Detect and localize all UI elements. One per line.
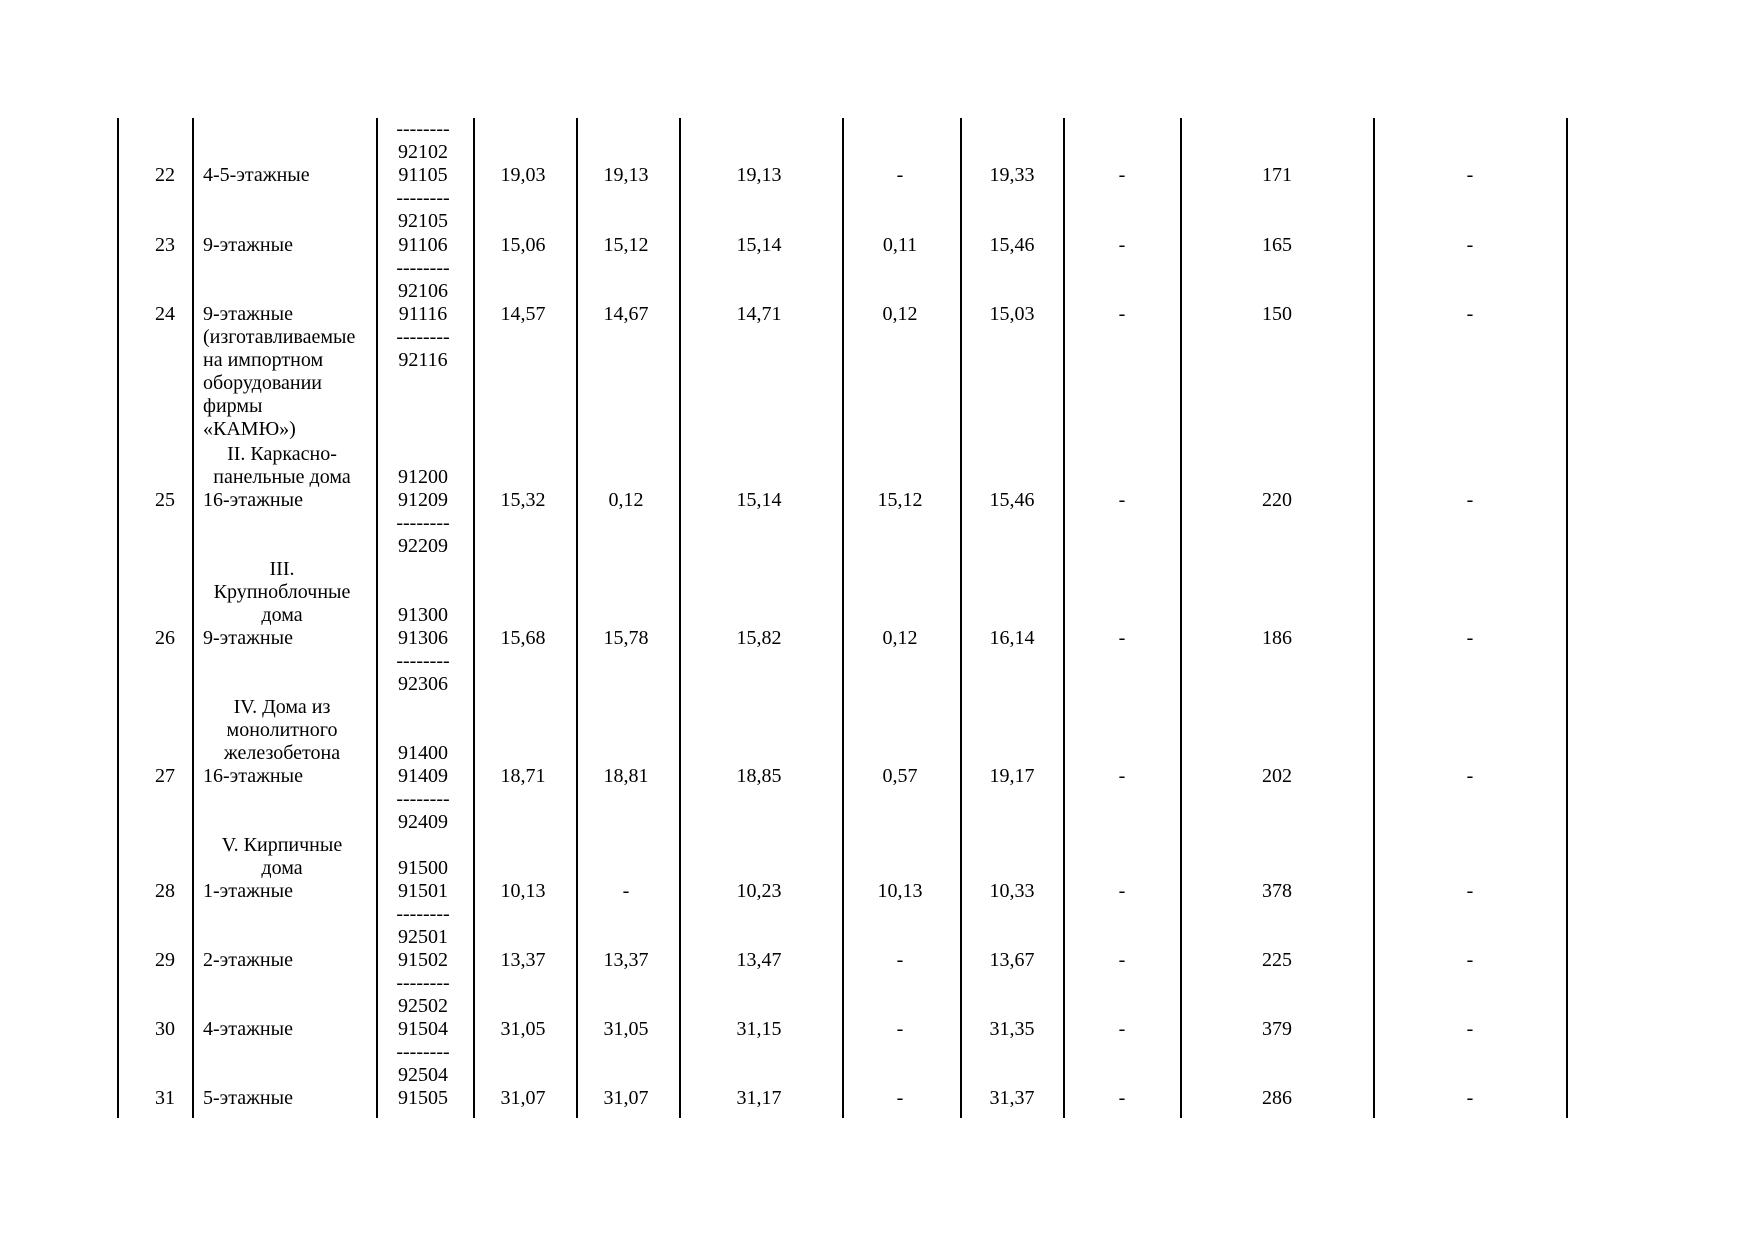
value-cell-c3: 15,14 [736, 233, 782, 256]
row-number: 27 [155, 764, 175, 787]
code-cell: 92501 [398, 925, 448, 948]
value-cell-c4: - [896, 1017, 904, 1040]
row-number: 25 [155, 488, 175, 511]
code-cell: 91116 [398, 302, 448, 325]
value-cell-c8: - [1466, 233, 1474, 256]
code-cell: 91501 [398, 879, 448, 902]
building-type: 9-этажные [203, 302, 293, 325]
value-cell-c7: 186 [1262, 626, 1292, 649]
building-type: 9-этажные [203, 233, 293, 256]
code-cell: -------- [396, 256, 450, 279]
section-heading: II. Каркасно- [227, 442, 337, 465]
column-border [117, 118, 119, 1118]
building-type-note: фирмы [203, 394, 263, 417]
column-border [192, 118, 194, 1118]
code-cell: 92106 [398, 279, 448, 302]
building-type-note: на импортном [203, 348, 324, 371]
value-cell-c1: 10,13 [500, 879, 546, 902]
code-cell: 91105 [398, 163, 448, 186]
value-cell-c4: - [896, 163, 904, 186]
column-border [842, 118, 844, 1118]
building-type: 9-этажные [203, 626, 293, 649]
value-cell-c3: 15,82 [736, 626, 782, 649]
value-cell-c2: 15,12 [603, 233, 649, 256]
value-cell-c1: 19,03 [500, 163, 546, 186]
column-border [1180, 118, 1182, 1118]
code-cell: 91209 [398, 488, 448, 511]
row-number: 30 [155, 1017, 175, 1040]
value-cell-c4: 0,12 [882, 302, 918, 325]
value-cell-c4: - [896, 948, 904, 971]
row-number: 29 [155, 948, 175, 971]
value-cell-c8: - [1466, 879, 1474, 902]
value-cell-c5: 31,35 [989, 1017, 1035, 1040]
value-cell-c5: 13,67 [989, 948, 1035, 971]
value-cell-c1: 15,68 [500, 626, 546, 649]
value-cell-c3: 19,13 [736, 163, 782, 186]
value-cell-c5: 15,46 [989, 488, 1035, 511]
value-cell-c7: 225 [1262, 948, 1292, 971]
value-cell-c8: - [1466, 163, 1474, 186]
building-type: 2-этажные [203, 948, 293, 971]
value-cell-c4: 0,57 [882, 764, 918, 787]
building-type: 16-этажные [203, 488, 303, 511]
value-cell-c1: 31,07 [500, 1086, 546, 1109]
value-cell-c7: 171 [1262, 163, 1292, 186]
code-cell: 91409 [398, 764, 448, 787]
value-cell-c3: 31,15 [736, 1017, 782, 1040]
column-border [679, 118, 681, 1118]
building-type: 4-этажные [203, 1017, 293, 1040]
value-cell-c6: - [1118, 302, 1126, 325]
column-border [1566, 118, 1568, 1118]
code-cell: -------- [396, 511, 450, 534]
value-cell-c8: - [1466, 1017, 1474, 1040]
code-cell: 91502 [398, 948, 448, 971]
code-cell: -------- [396, 1040, 450, 1063]
value-cell-c6: - [1118, 488, 1126, 511]
value-cell-c8: - [1466, 488, 1474, 511]
section-heading: Крупноблочные [213, 580, 351, 603]
section-code: 91500 [398, 856, 448, 879]
value-cell-c3: 13,47 [736, 948, 782, 971]
section-heading: дома [261, 603, 303, 626]
code-cell: 91106 [398, 233, 448, 256]
value-cell-c4: 0,12 [882, 626, 918, 649]
value-cell-c3: 14,71 [736, 302, 782, 325]
section-heading: V. Кирпичные [221, 833, 343, 856]
value-cell-c2: 15,78 [603, 626, 649, 649]
row-number: 31 [155, 1086, 175, 1109]
code-cell: -------- [396, 186, 450, 209]
section-heading: железобетона [223, 741, 341, 764]
building-type-note: «КАМЮ») [203, 417, 296, 440]
value-cell-c1: 15,06 [500, 233, 546, 256]
section-heading: дома [261, 856, 303, 879]
section-heading: III. [269, 557, 295, 580]
value-cell-c6: - [1118, 626, 1126, 649]
building-type-note: (изготавливаемые [203, 325, 356, 348]
section-heading: панельные дома [213, 465, 351, 488]
code-cell: -------- [396, 649, 450, 672]
value-cell-c7: 165 [1262, 233, 1292, 256]
value-cell-c5: 15,46 [989, 233, 1035, 256]
value-cell-c5: 19,17 [989, 764, 1035, 787]
code-cell: 92209 [398, 534, 448, 557]
value-cell-c5: 16,14 [989, 626, 1035, 649]
code-cell: 91505 [398, 1086, 448, 1109]
code-cell: -------- [396, 325, 450, 348]
value-cell-c3: 31,17 [736, 1086, 782, 1109]
section-code: 91300 [398, 603, 448, 626]
value-cell-c7: 220 [1262, 488, 1292, 511]
value-cell-c2: 13,37 [603, 948, 649, 971]
value-cell-c6: - [1118, 1086, 1126, 1109]
value-cell-c1: 18,71 [500, 764, 546, 787]
value-cell-c2: 14,67 [603, 302, 649, 325]
value-cell-c7: 378 [1262, 879, 1292, 902]
value-cell-c1: 31,05 [500, 1017, 546, 1040]
code-cell: -------- [396, 902, 450, 925]
value-cell-c6: - [1118, 764, 1126, 787]
building-type: 4-5-этажные [203, 163, 310, 186]
code-cell: -------- [396, 787, 450, 810]
value-cell-c6: - [1118, 948, 1126, 971]
row-number: 22 [155, 163, 175, 186]
column-border [576, 118, 578, 1118]
code-cell: 92306 [398, 672, 448, 695]
value-cell-c1: 15,32 [500, 488, 546, 511]
code-cell: 92502 [398, 994, 448, 1017]
value-cell-c4: 15,12 [877, 488, 923, 511]
value-cell-c7: 202 [1262, 764, 1292, 787]
value-cell-c8: - [1466, 302, 1474, 325]
value-cell-c3: 18,85 [736, 764, 782, 787]
code-cell: 92105 [398, 209, 448, 232]
value-cell-c5: 15,03 [989, 302, 1035, 325]
building-type-note: оборудовании [203, 371, 322, 394]
building-type: 1-этажные [203, 879, 293, 902]
section-code: 91400 [398, 741, 448, 764]
section-heading: монолитного [226, 718, 338, 741]
row-number: 26 [155, 626, 175, 649]
value-cell-c4: 0,11 [882, 233, 918, 256]
value-cell-c5: 10,33 [989, 879, 1035, 902]
value-cell-c3: 15,14 [736, 488, 782, 511]
value-cell-c6: - [1118, 879, 1126, 902]
building-type: 5-этажные [203, 1086, 293, 1109]
code-cell: 92102 [398, 140, 448, 163]
building-type: 16-этажные [203, 764, 303, 787]
value-cell-c4: - [896, 1086, 904, 1109]
value-cell-c7: 150 [1262, 302, 1292, 325]
code-cell: 92409 [398, 810, 448, 833]
value-cell-c7: 286 [1262, 1086, 1292, 1109]
value-cell-c8: - [1466, 1086, 1474, 1109]
value-cell-c8: - [1466, 764, 1474, 787]
value-cell-c7: 379 [1262, 1017, 1292, 1040]
column-border [1373, 118, 1375, 1118]
value-cell-c6: - [1118, 1017, 1126, 1040]
value-cell-c1: 13,37 [500, 948, 546, 971]
value-cell-c2: 31,07 [603, 1086, 649, 1109]
code-cell: 91306 [398, 626, 448, 649]
value-cell-c3: 10,23 [736, 879, 782, 902]
value-cell-c2: 18,81 [603, 764, 649, 787]
value-cell-c5: 19,33 [989, 163, 1035, 186]
row-number: 23 [155, 233, 175, 256]
value-cell-c5: 31,37 [989, 1086, 1035, 1109]
section-code: 91200 [398, 465, 448, 488]
code-cell: 92116 [398, 348, 448, 371]
column-border [473, 118, 475, 1118]
value-cell-c2: 19,13 [603, 163, 649, 186]
code-cell: -------- [396, 971, 450, 994]
section-heading: IV. Дома из [233, 695, 331, 718]
column-border [1063, 118, 1065, 1118]
row-number: 28 [155, 879, 175, 902]
row-number: 24 [155, 302, 175, 325]
value-cell-c2: - [622, 879, 630, 902]
value-cell-c2: 0,12 [608, 488, 644, 511]
value-cell-c1: 14,57 [500, 302, 546, 325]
value-cell-c6: - [1118, 233, 1126, 256]
value-cell-c4: 10,13 [877, 879, 923, 902]
column-border [376, 118, 378, 1118]
value-cell-c8: - [1466, 626, 1474, 649]
code-cell: 91504 [398, 1017, 448, 1040]
column-border [960, 118, 962, 1118]
code-cell: 92504 [398, 1063, 448, 1086]
value-cell-c6: - [1118, 163, 1126, 186]
value-cell-c8: - [1466, 948, 1474, 971]
code-cell: -------- [396, 117, 450, 140]
value-cell-c2: 31,05 [603, 1017, 649, 1040]
